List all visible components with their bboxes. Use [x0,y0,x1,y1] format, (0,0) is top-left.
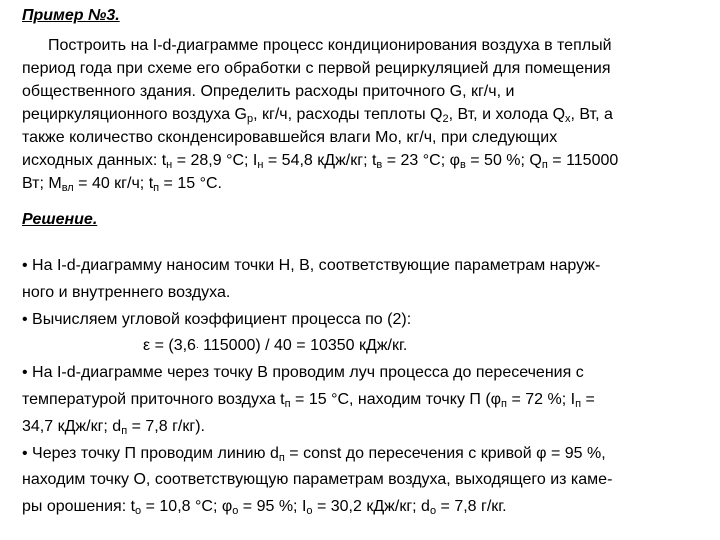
task-line: период года при схеме его обработки с первой рециркуляцией для помещения [22,60,611,77]
solution-line: находим точку О, соответствующую параметрам воздуха, выходящего из каме- [22,471,613,489]
text-fragment: = 15 °С. [159,175,222,192]
solution-line: • На I-d-диаграмме через точку В проводим луч процесса до пересечения с [22,364,584,382]
text-fragment: 115000) / 40 = 10350 кДж/кг. [198,337,408,355]
text-fragment: = 23 °С; φ [382,152,460,169]
text-fragment: = const до пересечения с кривой φ = 95 %, [284,444,606,462]
subscript: в [376,159,383,171]
text-fragment: = [581,390,595,408]
task-line [22,103,704,126]
text-fragment: • Через точку П проводим линию d [22,444,279,462]
text-fragment: = 30,2 кДж/кг; d [312,498,430,516]
task-line [22,172,704,195]
subscript: вл [61,182,74,194]
text-fragment: = 40 кг/ч; t [73,175,154,192]
solution-line: • На I-d-диаграмму наносим точки Н, В, соответствующие параметрам наруж- [22,257,601,274]
solution-line [22,414,704,441]
text-fragment: Вт; М [22,175,62,192]
text-fragment: рециркуляционного воздуха G [22,106,247,123]
subscript: п [284,397,291,410]
text-fragment: = 10,8 °С; φ [141,498,233,516]
subscript: п [575,397,582,410]
solution-line: • Вычисляем угловой коэффициент процесса по (2): [22,310,412,328]
text-fragment: 34,7 кДж/кг; d [22,417,122,435]
solution-line [22,441,704,468]
solution-line [22,494,704,521]
text-fragment: = 7,8 г/кг). [127,417,205,435]
subscript: п [541,159,548,171]
subscript: п [278,451,285,464]
task-line: также количество сконденсировавшейся влаги Мо, кг/ч, при следующих [22,129,558,146]
subscript: 2 [442,113,449,125]
subscript: п [501,397,508,410]
subscript: о [429,505,437,518]
example-title: Пример №3. [22,7,120,24]
subscript: х [565,113,571,125]
text-fragment: , Вт, а [570,106,613,123]
text-fragment: , кг/ч, расходы теплоты Q [253,106,443,123]
subscript: н [257,159,264,171]
solution-line: ного и внутреннего воздуха. [22,283,231,301]
text-fragment: = 95 %; I [238,498,307,516]
text-fragment: = 7,8 г/кг. [436,498,507,516]
multiplication-dot: . [195,340,199,352]
subscript: о [135,505,142,518]
text-fragment: ε = (3,6 [143,337,196,355]
subscript: р [247,113,254,125]
text-fragment: , Вт, и холода Q [448,106,566,123]
text-fragment: = 28,9 °С; I [172,152,258,169]
text-fragment: = 50 %; Q [465,152,542,169]
subscript: о [306,505,313,518]
subscript: о [232,505,239,518]
text-fragment: = 15 °С, находим точку П (φ [290,390,502,408]
text-fragment: = 115000 [547,152,619,169]
solution-body [22,253,704,521]
text-fragment: = 72 %; I [507,390,576,408]
subscript: п [121,424,128,437]
text-fragment: температурой приточного воздуха t [22,390,285,408]
subscript: п [153,182,160,194]
text-fragment: ры орошения: t [22,498,136,516]
task-line: общественного здания. Определить расходы приточного G, кг/ч, и [22,83,515,100]
task-statement [22,34,704,195]
solution-line [22,387,704,414]
task-line: Построить на I-d-диаграмме процесс кондиционирования воздуха в теплый [48,37,612,54]
subscript: н [166,159,173,171]
task-line [22,149,704,172]
solution-heading: Решение. [22,211,98,228]
text-fragment: исходных данных: t [22,152,167,169]
formula-line [22,333,704,360]
text-fragment: = 54,8 кДж/кг; t [263,152,377,169]
subscript: в [459,159,466,171]
